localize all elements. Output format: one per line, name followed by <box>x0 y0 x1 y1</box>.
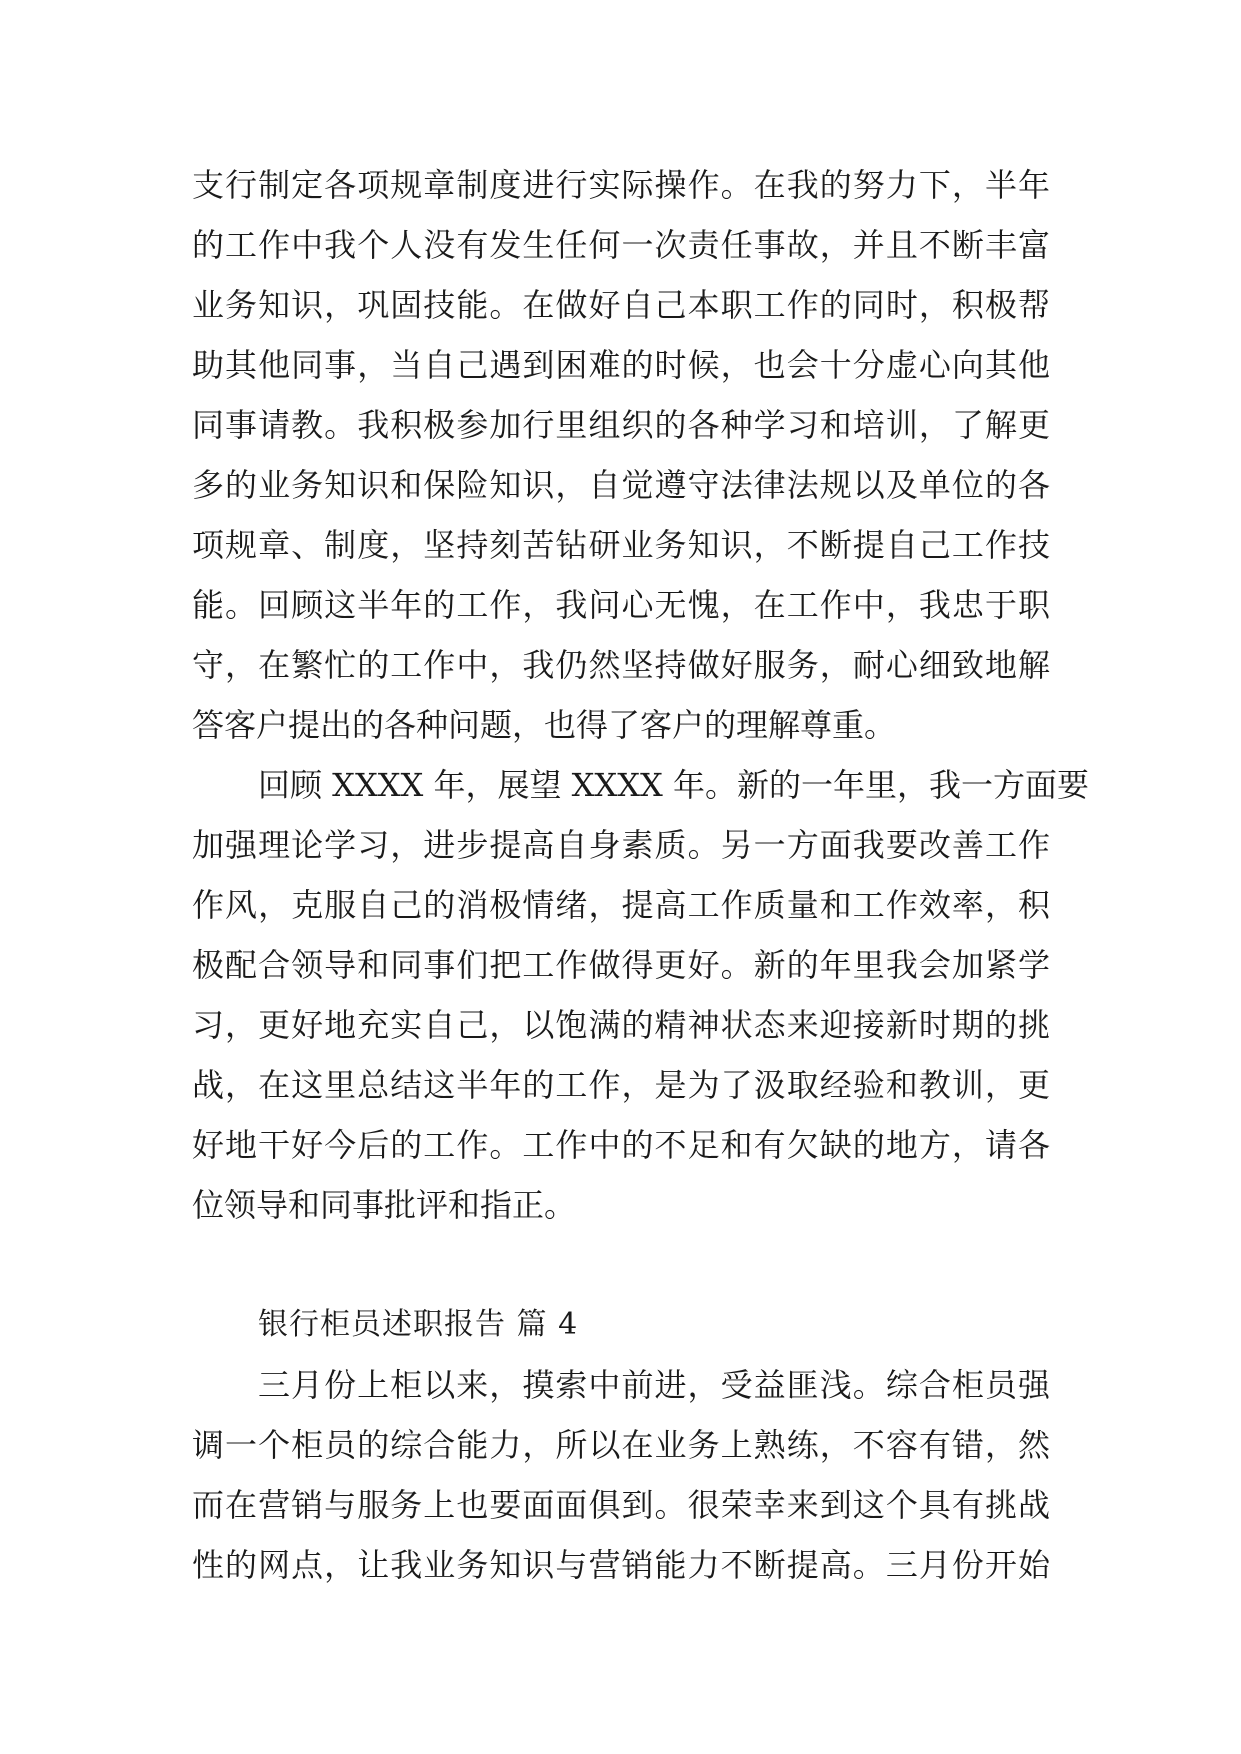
text-line: 调一个柜员的综合能力，所以在业务上熟练，不容有错，然 <box>192 1426 1050 1464</box>
document-body <box>192 155 1089 1595</box>
text-line: 业务知识，巩固技能。在做好自己本职工作的同时，积极帮 <box>192 286 1050 324</box>
text-line: 支行制定各项规章制度进行实际操作。在我的努力下，半年 <box>192 166 1050 204</box>
text-line: 三月份上柜以来，摸索中前进，受益匪浅。综合柜员强 <box>258 1366 1050 1404</box>
text-line: 回顾 XXXX 年，展望 XXXX 年。新的一年里，我一方面要 <box>258 766 1089 804</box>
section-heading: 银行柜员述职报告 篇 4 <box>258 1307 579 1342</box>
paragraph-3 <box>192 1355 1050 1595</box>
text-line: 能。回顾这半年的工作，我问心无愧，在工作中，我忠于职 <box>192 586 1050 624</box>
text-line: 多的业务知识和保险知识，自觉遵守法律法规以及单位的各 <box>192 466 1050 504</box>
text-line: 性的网点，让我业务知识与营销能力不断提高。三月份开始 <box>192 1546 1050 1584</box>
text-line: 同事请教。我积极参加行里组织的各种学习和培训，了解更 <box>192 406 1050 444</box>
text-line: 好地干好今后的工作。工作中的不足和有欠缺的地方，请各 <box>192 1126 1050 1164</box>
text-line: 加强理论学习，进步提高自身素质。另一方面我要改善工作 <box>192 826 1050 864</box>
text-line: 助其他同事，当自己遇到困难的时候，也会十分虚心向其他 <box>192 346 1050 384</box>
text-line: 极配合领导和同事们把工作做得更好。新的年里我会加紧学 <box>192 946 1050 984</box>
paragraph-2 <box>192 755 1089 1235</box>
text-line: 守，在繁忙的工作中，我仍然坚持做好服务，耐心细致地解 <box>192 646 1050 684</box>
text-line: 而在营销与服务上也要面面俱到。很荣幸来到这个具有挑战 <box>192 1486 1050 1524</box>
text-line: 答客户提出的各种问题，也得了客户的理解尊重。 <box>192 706 897 744</box>
text-line: 项规章、制度，坚持刻苦钻研业务知识，不断提自己工作技 <box>192 526 1050 564</box>
paragraph-1 <box>192 155 1050 755</box>
text-line: 位领导和同事批评和指正。 <box>192 1186 577 1224</box>
text-line: 作风，克服自己的消极情绪，提高工作质量和工作效率，积 <box>192 886 1050 924</box>
text-line: 习，更好地充实自己，以饱满的精神状态来迎接新时期的挑 <box>192 1006 1050 1044</box>
paragraph-gap <box>192 1235 1050 1295</box>
text-line: 战，在这里总结这半年的工作，是为了汲取经验和教训，更 <box>192 1066 1050 1104</box>
text-line: 的工作中我个人没有发生任何一次责任事故，并且不断丰富 <box>192 226 1050 264</box>
